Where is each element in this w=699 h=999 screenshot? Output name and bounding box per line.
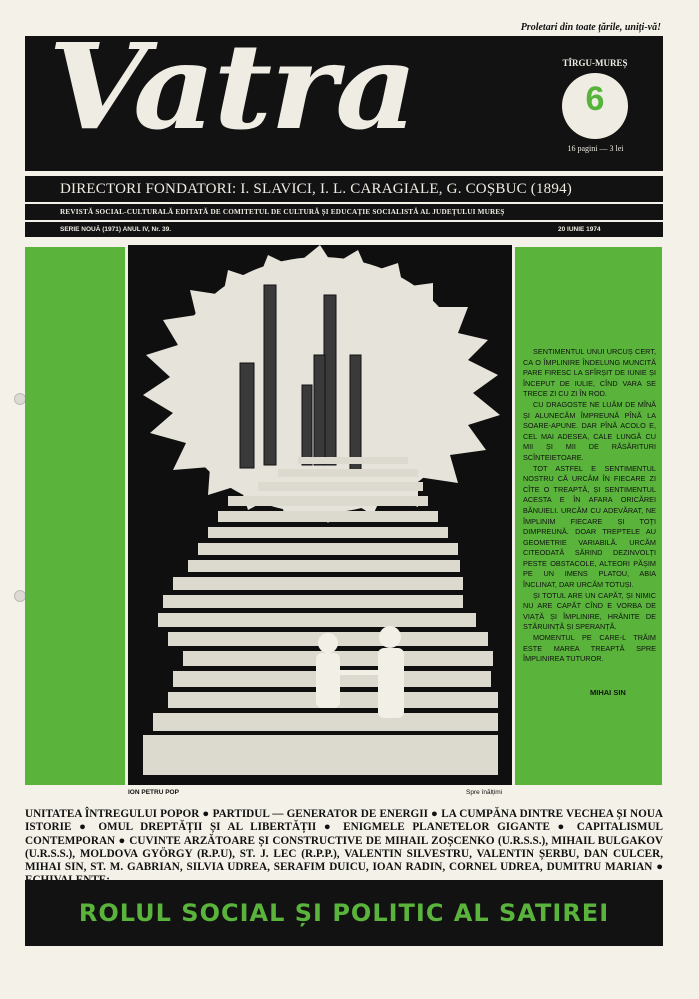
artwork-illustration [128, 245, 512, 785]
city-label: TÎRGU-MUREȘ [562, 58, 628, 68]
artwork-title-caption: Spre înălțimi [466, 789, 503, 796]
editorial-paragraph: ȘI TOTUL ARE UN CAPĂT, ȘI NIMIC NU ARE CAPĂT CÎND E VORBA DE VIAȚĂ ȘI ÎMPLINIRE, HRĂNITE DE STĂRUINȚĂ ȘI SPERANȚĂ. [523, 590, 656, 632]
artist-caption: ION PETRU POP [128, 789, 179, 796]
editorial-paragraph: TOT ASTFEL E SENTIMENTUL NOSTRU CĂ URCĂM ÎN FIECARE ZI CÎTE O TREAPTĂ, ȘI SENTIMENTUL ACESTA E ÎN AFARA ORICĂREI BĂNUIELI. URCĂM CU ADEVĂRAT, NE ÎMPLINIM FIECARE ȘI TOȚI DIMPREUNĂ. DOAR TREPTELE AU GEOMETRIE VARIABILĂ. URCĂM CITEODATĂ SĂRIND DEZINVOLȚI PESTE OBSTACOLE, ALTEORI PĂȘIM PE UN IMENS PLATOU, ABIA ÎNCLINAT, DAR URCĂM TOTUȘI. [523, 463, 656, 590]
publisher-description: REVISTĂ SOCIAL-CULTURALĂ EDITATĂ DE COMITETUL DE CULTURĂ ȘI EDUCAȚIE SOCIALISTĂ AL JUDEȚULUI MUREȘ [60, 208, 505, 216]
editorial-paragraph: SENTIMENTUL UNUI URCUȘ CERT, CA O ÎMPLINIRE ÎNDELUNG MUNCITĂ PARE FIRESC LA SFÎRȘIT DE IUNIE ȘI ÎNCEPUT DE IULIE, CÎND VARA SE TRECE ZI CU ZI ÎN ROD. [523, 347, 656, 399]
magazine-logo: Vatra [48, 17, 416, 156]
editorial-paragraph: MOMENTUL PE CARE-L TRĂIM ESTE MAREA TREAPTĂ SPRE ÎMPLINIREA TUTUROR. [523, 633, 656, 664]
founders-line: DIRECTORI FONDATORI: I. SLAVICI, I. L. CARAGIALE, G. COȘBUC (1894) [60, 181, 572, 197]
issue-date: 20 IUNIE 1974 [558, 226, 601, 233]
editorial-text [523, 347, 656, 665]
contents-text: UNITATEA ÎNTREGULUI POPOR ● PARTIDUL — GENERATOR DE ENERGII ● LA CUMPĂNA DINTRE VECHEA ȘI NOUA ISTORIE ● OMUL DREPTĂȚII ȘI AL LIBERTĂȚII ● ENIGMELE PLANETELOR GIGANTE ● CAPITALISMUL CONTEMPORAN ● CUVINTE ARZĂTOARE ȘI CONSTRUCTIVE DE MIHAIL ZOȘCENKO (U.R.S.S.), MIHAIL BULGAKOV (U.R.S.S.), MOLDOVA GYÖRGY (R.P.U), ST. J. LEC (R.P.P.), VALENTIN SILVESTRU, VALENTIN ȘERBU, DAN CULCER, MIHAI SIN, ST. M. GABRIAN, SILVIA UDREA, SERAFIM DUICU, IOAN RADIN, CORNEL UDREA, DUMITRU MARIAN ● [25, 808, 663, 874]
cover-artwork [128, 245, 512, 785]
series-info: SERIE NOUĂ (1971) ANUL IV, Nr. 39. [60, 226, 172, 233]
editorial-author: MIHAI SIN [590, 688, 626, 697]
editorial-paragraph: CU DRAGOSTE NE LUĂM DE MÎNĂ ȘI ALUNECĂM ÎMPREUNĂ PÎNĂ LA SOARE-APUNE. DAR PÎNĂ ACOLO E, CEL MAI ADESEA, CALE LUNGĂ CU MII ȘI MII DE RĂSĂRITURI SCÎNTEIETOARE. [523, 399, 656, 462]
green-panel-left [25, 247, 125, 785]
issue-number: 6 [585, 80, 605, 118]
main-headline: ROLUL SOCIAL ȘI POLITIC AL SATIREI [78, 899, 610, 927]
party-motto: Proletari din toate țările, uniți-vă! [520, 22, 661, 33]
price-label: 16 pagini — 3 lei [567, 144, 624, 153]
